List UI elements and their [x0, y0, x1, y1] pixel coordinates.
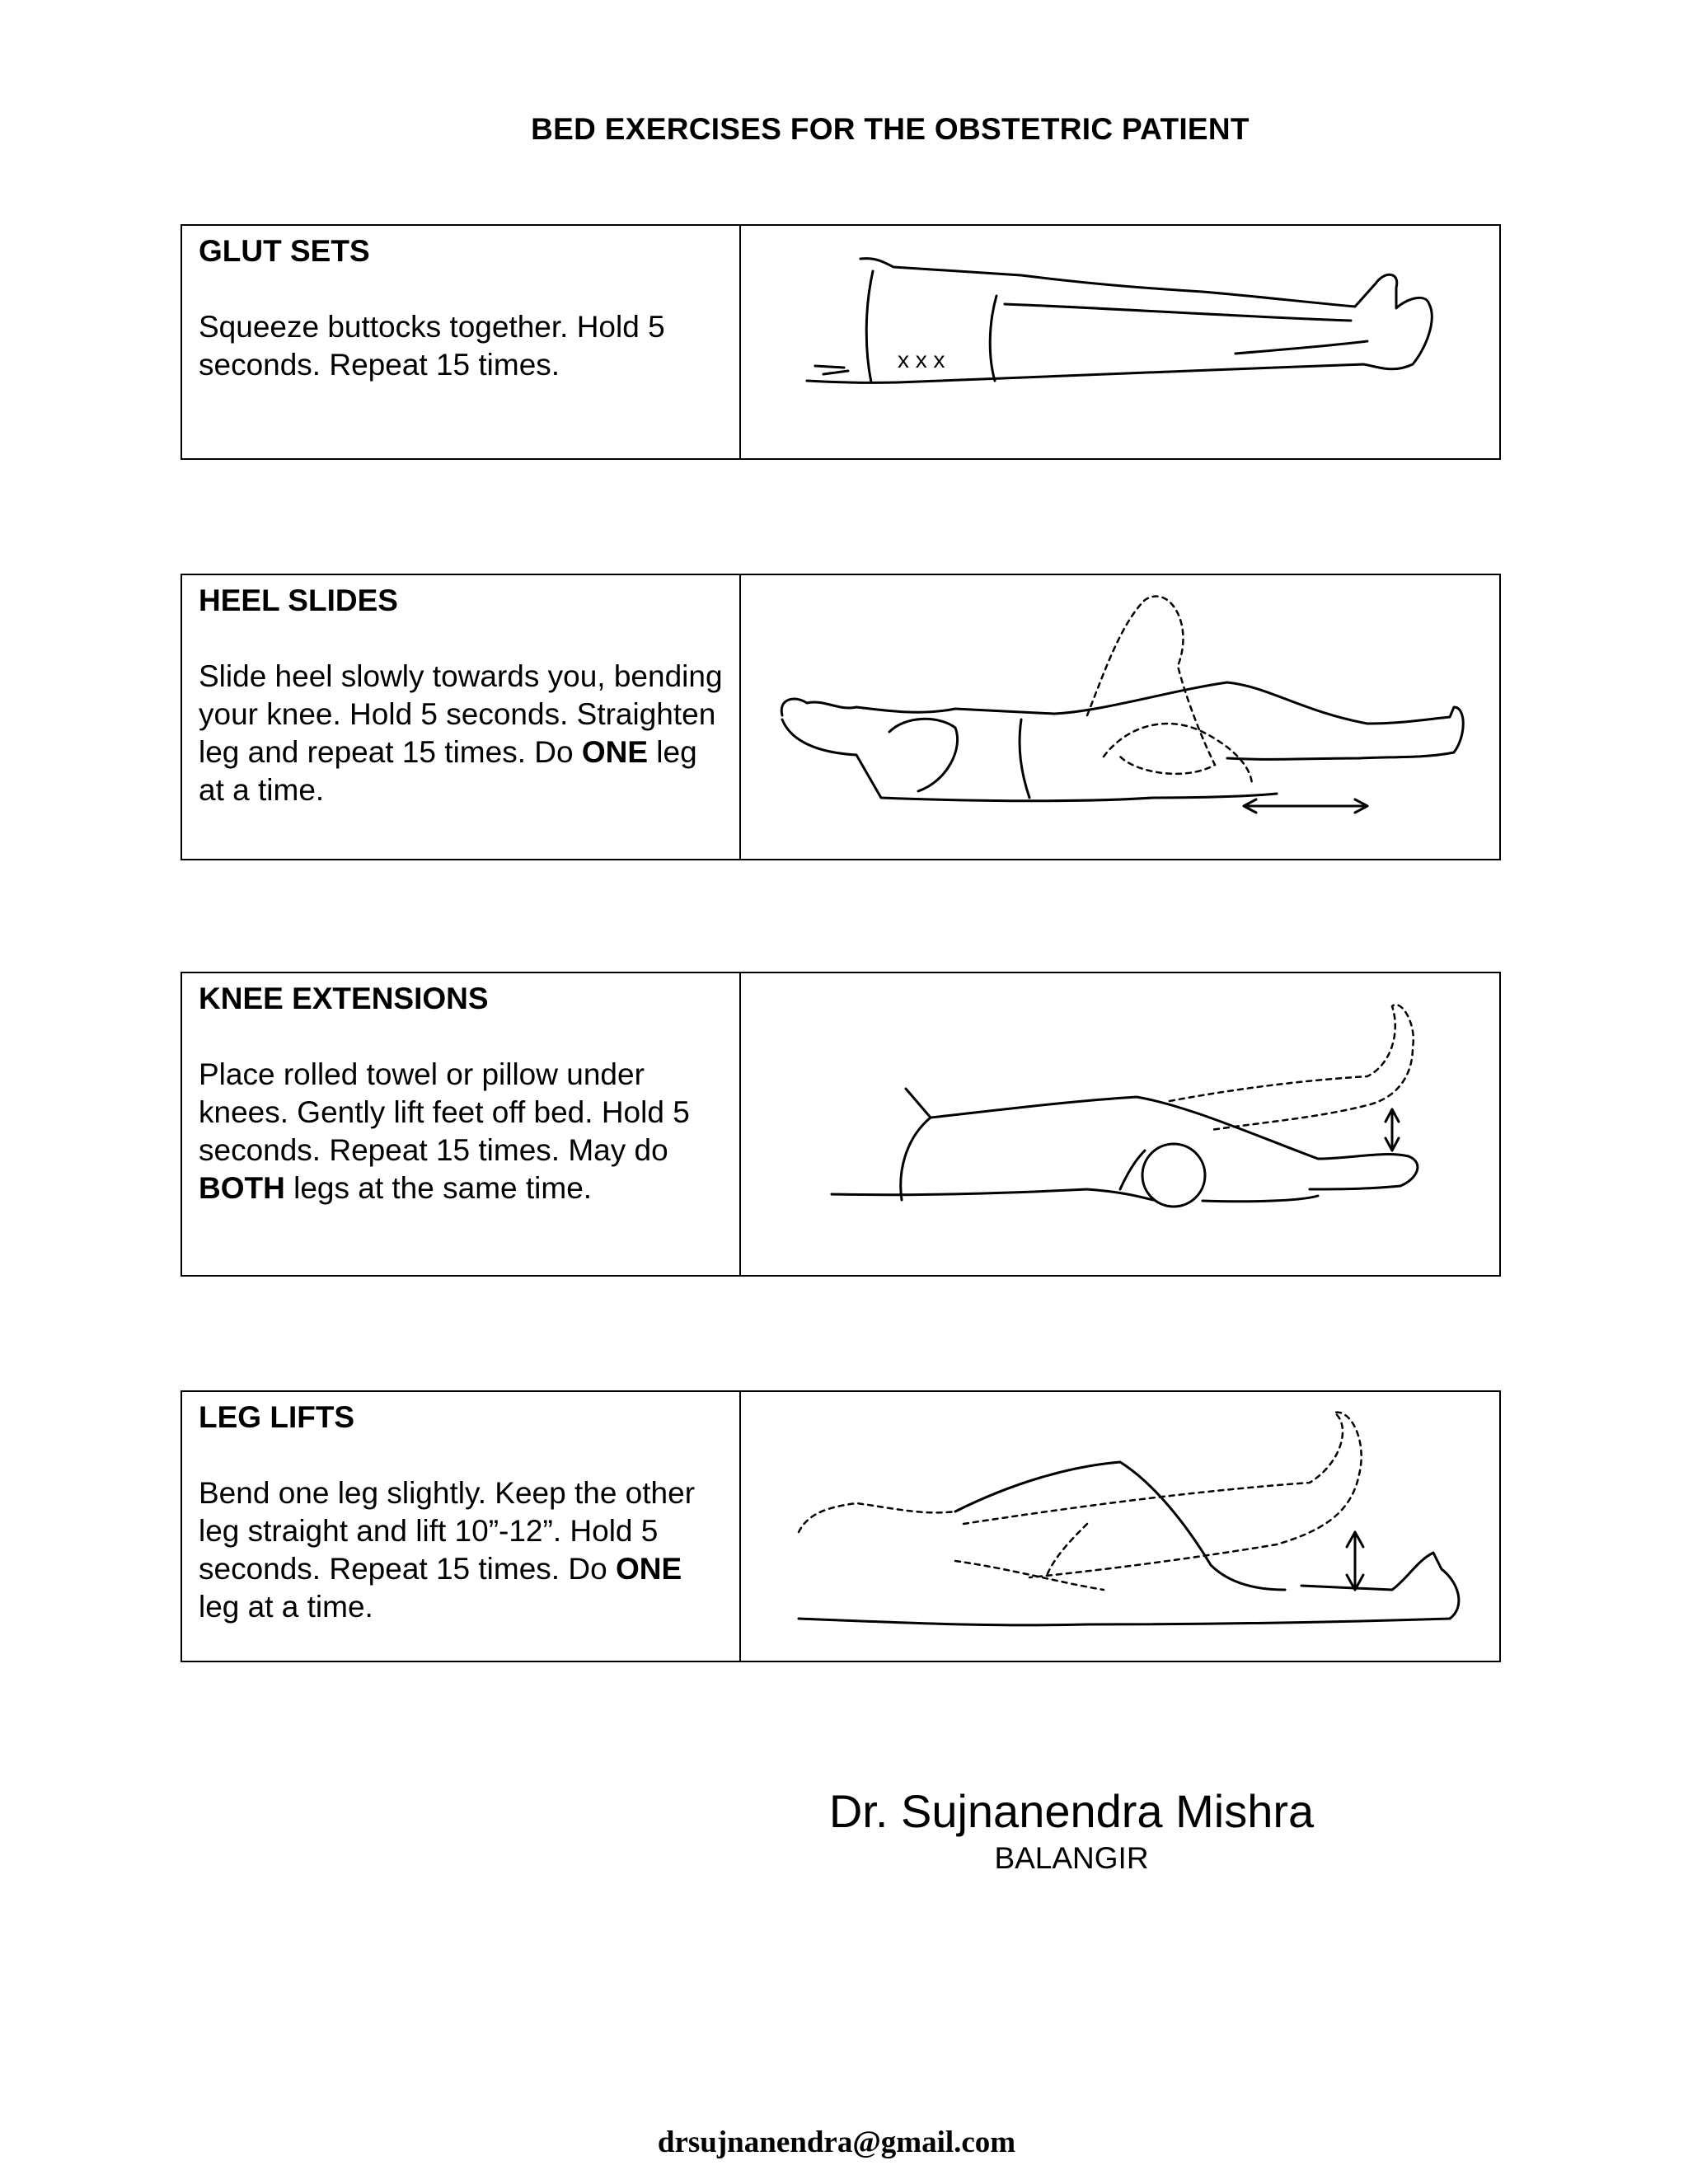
- exercise-image-cell: [741, 575, 1499, 859]
- exercise-text-cell: [182, 1392, 741, 1661]
- page-title: BED EXERCISES FOR THE OBSTETRIC PATIENT: [531, 112, 1250, 146]
- exercise-description: Bend one leg slightly. Keep the other leg straight and lift 10”-12”. Hold 5 seconds. Repeat 15 times. Do ONE leg at a time.: [199, 1476, 696, 1624]
- exercise-text-cell: [182, 575, 741, 859]
- exercise-text-cell: [182, 973, 741, 1275]
- exercise-title: GLUT SETS: [199, 234, 370, 268]
- exercise-description: Place rolled towel or pillow under knees. Gently lift feet off bed. Hold 5 seconds. Repeat 15 times. May do BOTH legs at the same time.: [199, 1057, 690, 1205]
- glut-sets-illustration: [741, 226, 1499, 458]
- doctor-name: Dr. Sujnanendra Mishra: [828, 1785, 1315, 1837]
- exercise-card-knee-extensions: [181, 972, 1501, 1277]
- exercise-card-leg-lifts: [181, 1390, 1501, 1662]
- exercise-card-heel-slides: [181, 574, 1501, 860]
- exercise-image-cell: [741, 1392, 1499, 1661]
- exercise-image-cell: [741, 226, 1499, 458]
- doctor-location: BALANGIR: [994, 1841, 1149, 1875]
- exercise-description: Slide heel slowly towards you, bending your knee. Hold 5 seconds. Straighten leg and repeat 15 times. Do ONE leg at a time.: [199, 659, 723, 807]
- heel-slides-illustration: [741, 575, 1499, 859]
- exercise-card-glut-sets: [181, 224, 1501, 460]
- emphasis-one: ONE: [581, 735, 649, 769]
- doctor-signature-block: [824, 1784, 1319, 1876]
- exercise-image-cell: [741, 973, 1499, 1275]
- exercise-text-cell: [182, 226, 741, 458]
- exercise-title: KNEE EXTENSIONS: [199, 982, 489, 1015]
- leg-lifts-illustration: [741, 1392, 1499, 1661]
- contact-email: drsujnanendra@gmail.com: [657, 2125, 1016, 2159]
- glut-squeeze-marks: x x x: [898, 347, 945, 373]
- knee-extensions-illustration: [741, 973, 1499, 1275]
- exercise-description: Squeeze buttocks together. Hold 5 seconds. Repeat 15 times.: [199, 310, 665, 382]
- emphasis-one: ONE: [615, 1552, 682, 1586]
- exercise-title: LEG LIFTS: [199, 1400, 355, 1434]
- emphasis-both: BOTH: [199, 1171, 285, 1205]
- exercise-title: HEEL SLIDES: [199, 583, 398, 617]
